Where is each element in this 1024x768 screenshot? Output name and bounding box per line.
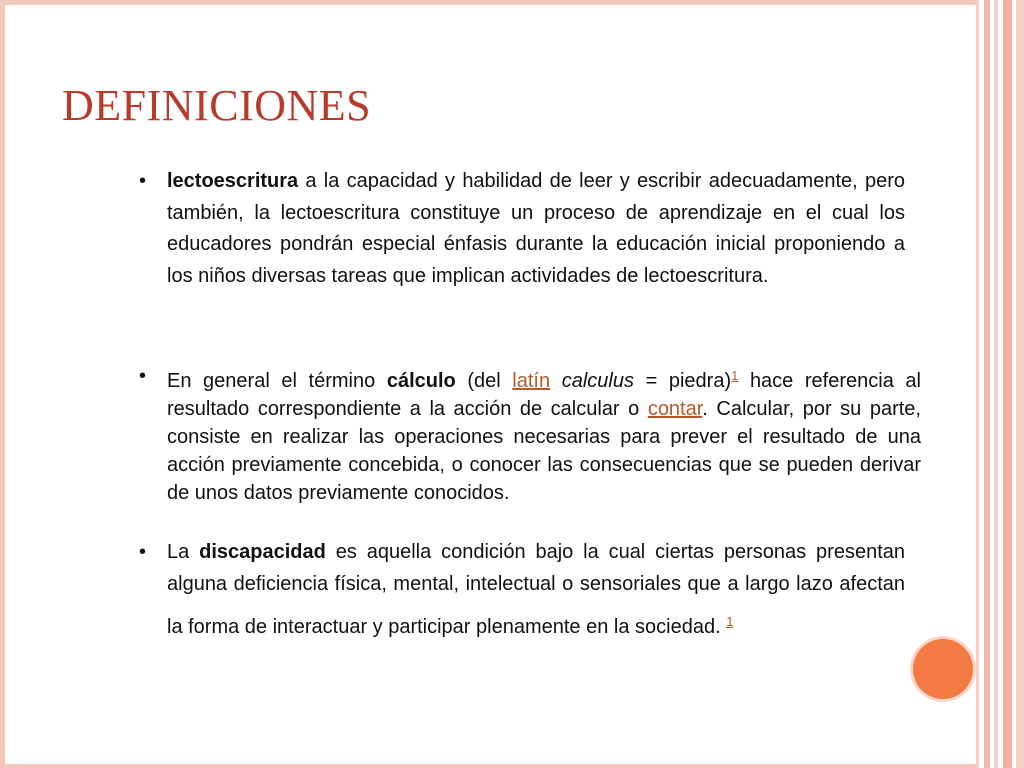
bullet-discapacidad [139,537,905,644]
bullet-lectoescritura [139,166,905,292]
definition-text: es aquella condición bajo la cual ciertas personas presentan alguna deficiencia física, mental, intelectual o sensoriales que a largo lazo afectan la forma de interactuar y participar plenamente en la [167,541,905,638]
decorative-stripes [976,0,1024,768]
definition-text: sociedad. [635,616,727,638]
term-discapacidad: discapacidad [199,541,326,563]
term-lectoescritura: lectoescritura [167,170,299,192]
bullet-dot: • [139,365,147,387]
definition-text: En general el término [167,370,387,392]
accent-circle [913,639,973,699]
italic-calculus: calculus [561,370,634,392]
stripe [1016,0,1024,768]
link-contar[interactable]: contar [647,398,703,420]
stripe [976,0,979,768]
term-calculo: cálculo [386,370,456,392]
stripe [984,0,990,768]
slide-title: DEFINICIONES [62,81,372,130]
stripe [994,0,998,768]
last-word [635,606,733,644]
definition-text: La [167,541,200,563]
definition-text: a la capacidad y habilidad de leer y escribir adecuadamente, pero también, la lectoescritura constituye un proceso de aprendizaje en el cual los educadores pondrán especial énfasis durante la educación inicial proponiendo a los niños diversas tareas que implican actividades de lectoescritura. [167,170,905,287]
reference-link[interactable]: 1 [726,614,734,629]
definition-text: = piedra) [633,370,732,392]
definition-text: . Calcular, por su parte, consiste en realizar las operaciones necesarias para prever el resultado de una acción previamente concebida, o conocer las consecuencias que se pueden derivar de unos datos previamente conocidos. [167,398,921,504]
stripe [1003,0,1012,768]
bullet-calculo [139,362,921,507]
bullet-dot: • [139,170,147,192]
reference-link[interactable]: 1 [731,368,739,383]
bullet-dot: • [139,541,147,563]
space [550,370,562,392]
link-latin[interactable]: latín [512,370,551,392]
definition-text: hace referencia al resultado correspondiente a la acción de calcular o [167,370,921,420]
definition-text: (del [455,370,513,392]
